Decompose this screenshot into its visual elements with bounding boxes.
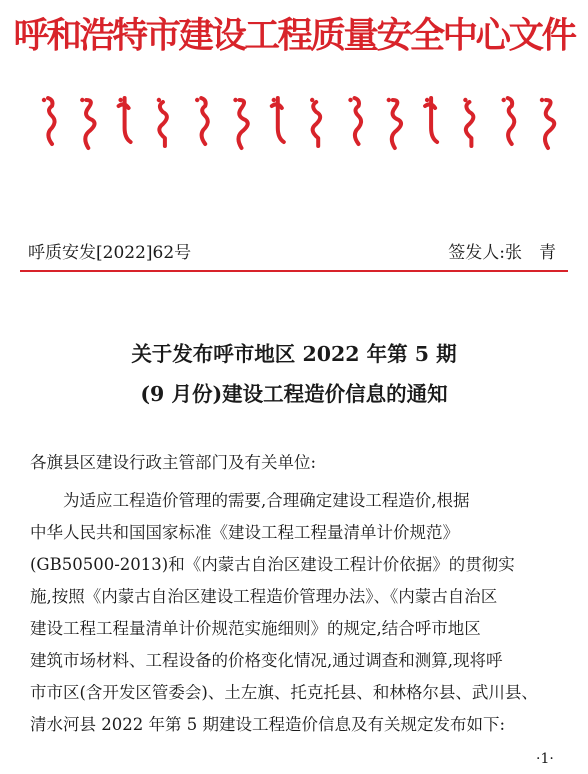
body-line: 建筑市场材料、工程设备的价格变化情况,通过调查和测算,现将呼 — [30, 651, 503, 670]
mongolian-glyph-dot — [157, 98, 161, 102]
mongolian-glyph-dot — [425, 98, 429, 102]
mongolian-glyph — [201, 98, 208, 144]
notice-title-line-1: 关于发布呼市地区 2022 年第 5 期 — [131, 342, 457, 366]
mongolian-glyph — [392, 100, 401, 148]
mongolian-glyph-dot — [233, 98, 237, 102]
mongolian-glyph — [466, 102, 474, 146]
mongolian-glyph-dot — [387, 98, 391, 102]
salutation: 各旗县区建设行政主管部门及有关单位: — [30, 453, 317, 472]
body-line: 施,按照《内蒙古自治区建设工程造价管理办法》、《内蒙古自治区 — [30, 587, 498, 606]
body-line: (GB50500-2013)和《内蒙古自治区建设工程计价依据》的贯彻实 — [30, 555, 515, 574]
mongolian-glyph — [159, 102, 167, 146]
mongolian-glyph-dot — [502, 98, 506, 102]
body-line: 市市区(含开发区管委会)、土左旗、托克托县、和林格尔县、武川县、 — [30, 683, 538, 702]
mongolian-glyph-dot — [195, 98, 199, 102]
page-number: ·1· — [536, 751, 554, 767]
mongolian-glyph-dot — [42, 98, 46, 102]
mongolian-glyph — [508, 98, 515, 144]
mongolian-glyph-dot — [348, 98, 352, 102]
mongolian-glyph-dot — [272, 98, 276, 102]
document-header-title: 呼和浩特市建设工程质量安全中心文件 — [13, 15, 575, 56]
mongolian-glyph-dot — [80, 98, 84, 102]
mongolian-glyph — [313, 102, 321, 146]
signer: 签发人:张 青 — [448, 243, 556, 263]
mongolian-glyph-dot — [540, 98, 544, 102]
body-line: 为适应工程造价管理的需要,合理确定建设工程造价,根据 — [63, 491, 470, 510]
mongolian-glyph — [239, 100, 248, 148]
mongolian-script-line — [0, 88, 588, 152]
header-divider-rule — [20, 270, 568, 272]
mongolian-glyph — [119, 98, 131, 142]
mongolian-glyph — [85, 100, 94, 148]
mongolian-glyph — [355, 98, 362, 144]
mongolian-glyph — [545, 100, 554, 148]
body-line: 建设工程工程量清单计价规范实施细则》的规定,结合呼市地区 — [30, 619, 481, 638]
mongolian-glyph-dot — [463, 98, 467, 102]
mongolian-glyph — [425, 98, 437, 142]
notice-title-line-2: (9 月份)建设工程造价信息的通知 — [140, 382, 448, 406]
mongolian-glyph-dot — [310, 98, 314, 102]
body-line: 中华人民共和国国家标准《建设工程工程量清单计价规范》 — [30, 523, 459, 542]
body-line: 清水河县 2022 年第 5 期建设工程造价信息及有关规定发布如下: — [30, 715, 506, 734]
mongolian-glyph — [272, 98, 284, 142]
mongolian-glyph — [48, 98, 55, 144]
document-number: 呼质安发[2022]62号 — [28, 243, 192, 263]
mongolian-glyph-dot — [118, 98, 122, 102]
